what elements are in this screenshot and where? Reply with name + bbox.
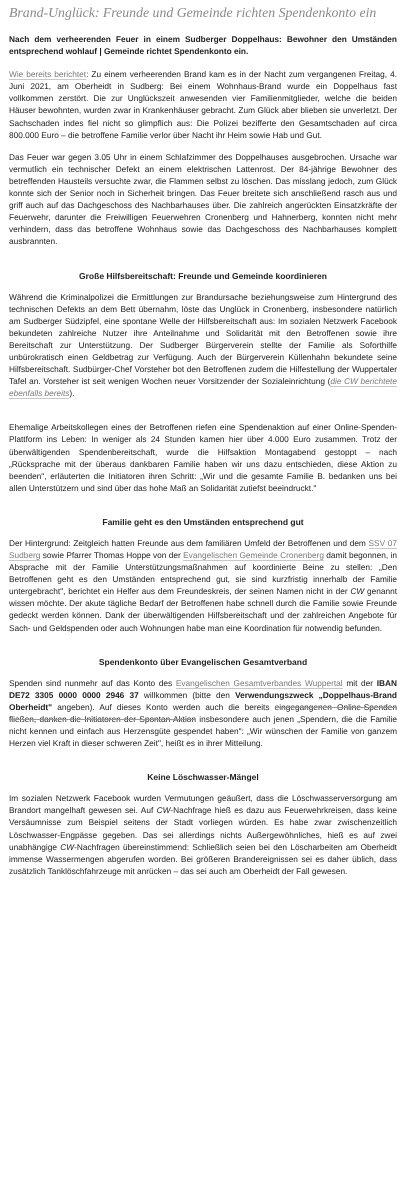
paragraph-5-text-3: damit begonnen, in Absprache mit der Familie Unterstützungsmaßnahmen auf koordinierte Beine zu stellen: „Den Betroffenen geht es den Umständen entsprechend gut, sie sind kurzfristig innerhalb der Familie untergebracht", berichtet ein Helfer aus dem Freundeskreis, der seinen Namen nicht in der bbox=[9, 550, 397, 597]
gesamtverband-link[interactable]: Evangelischen Gesamtverbandes Wuppertal bbox=[175, 677, 343, 688]
paragraph-7 bbox=[9, 792, 397, 877]
article-title: Brand-Unglück: Freunde und Gemeinde richten Spendenkonto ein bbox=[9, 5, 377, 20]
paragraph-5 bbox=[9, 537, 397, 634]
paragraph-3-end: ). bbox=[69, 388, 75, 399]
paragraph-6-text-2: mit der bbox=[342, 677, 377, 688]
iban-number: IBAN DE72 3305 0000 0000 2946 37 bbox=[9, 677, 398, 700]
struck-text: eingegangenen Online-Spenden fließen, danken die Initiatoren der Spontan-Aktion bbox=[9, 701, 397, 724]
paragraph-7-text-3: -Nachfragen übereinstimmend: Schließlich seien bei den Löscharbeiten am Oberheidt immense Wassermengen abgerufen worden. Bei größeren Brandereignissen sei es daher üblich, dass zusätzlich Tanklöschfahrzeuge mit anrücken – das sei auch am Oberheidt der Fall gewesen. bbox=[9, 841, 397, 876]
cw-mention: CW bbox=[350, 586, 365, 597]
previous-report-link[interactable]: Wie bereits berichtet bbox=[9, 69, 87, 80]
paragraph-1-text: : Zu einem verheerenden Brand kam es in der Nacht zum vergangenen Freitag, 4. Juni 2021, am Oberheidt in Sudberg: Bei einem Wohnhaus-Brand wurde ein Doppelhaus fast vollkommen zerstört. Die zur Unglückszeit anwesenden vier Familienmitglieder, welche die beiden Häuser bewohnten, wurden zwar in Krankenhäuser gebracht. Zum Glück aber blieben sie unverletzt. Der Sachschaden indes fiel nicht so glimpflich aus: Die Polizei bezifferte den Gesamtschaden auf circa 800.000 Euro – die betroffene Familie verlor über Nacht ihr Heim sowie Hab und Gut. bbox=[9, 69, 397, 140]
church-cronenberg-link[interactable]: Evangelischen Gemeinde Cronenberg bbox=[183, 550, 324, 560]
paragraph-7-text-2: -Nachfrage hieß es dazu aus Feuerwehrkreisen, dass keine Versäumnisse zum Beispiel seitens der Stadt vorliegen würden. Es habe zwar zwischenzeitlich Löschwasser-Engpässe gegeben. Das sei allerdings nichts Außergewöhnliches, hieß es auf zwei unabhängige bbox=[9, 805, 397, 852]
paragraph-5-text-2: sowie Pfarrer Thomas Hoppe von der bbox=[40, 550, 184, 560]
paragraph-6-text-5: insbesondere auch jenen „Spendern, die die Familie nicht kennen und einfach aus Herzensgüte gespendet haben": „Wir wünschen der Familie von ganzem Herzen viel Kraft in dieser schweren Zeit", heißt es in ihrer Mitteilung. bbox=[9, 713, 397, 749]
subheading-account: Spendenkonto über Evangelischen Gesamtverband bbox=[98, 656, 308, 667]
subheading-water: Keine Löschwasser-Mängel bbox=[147, 772, 259, 783]
cw-report-link[interactable]: die CW berichtete ebenfalls bereits bbox=[9, 376, 397, 399]
paragraph-3 bbox=[9, 291, 397, 400]
cw-mention-3: CW bbox=[60, 841, 75, 852]
paragraph-4: Ehemalige Arbeitskollegen eines der Betroffenen riefen eine Spendenaktion auf einer Online-Spenden-Plattform ins Leben: In weniger als 24 Stunden kamen hier über 4.000 Euro zusammen. Trotz der überwältigenden Spendenbereitschaft, wurde die Hilfsaktion Montagabend gestoppt – nach „Rücksprache mit der überaus dankbaren Familie haben wir uns dazu entschieden, diese Aktion zu beenden", erläuterten die Initiatoren ihren Schritt: „Wir und die gesamte Familie B. bedanken uns bei allen Unterstützern und sind über das hohe Maß an Solidarität zutiefst beeindruckt." bbox=[9, 422, 397, 493]
paragraph-5-text-4: genannt wissen möchte. Der akute tägliche Bedarf der Betroffenen habe schnell durch die Familie sowie Freunde gedeckt werden können. Dank der überwältigenden Hilfsbereitschaft und der zahlreichen Angebote für Sach- und Geldspenden oder auch Wohnungen habe man eine Koordination für notwendig befunden. bbox=[9, 586, 398, 633]
paragraph-1 bbox=[9, 68, 397, 141]
paragraph-7-text-1: Im sozialen Netzwerk Facebook wurden Vermutungen geäußert, dass die Löschwasserversorgung am Brandort mangelhaft gewesen sei. Auf bbox=[9, 793, 397, 816]
cw-mention-2: CW bbox=[156, 805, 171, 816]
paragraph-6-text-4: angeben). Auf dieses Konto werden auch die bereits bbox=[52, 701, 275, 712]
article-lead: Nach dem verheerenden Feuer in einem Sudberger Doppelhaus: Bewohner den Umständen entsprechend wohlauf | Gemeinde richtet Spendenkonto ein. bbox=[9, 34, 397, 57]
paragraph-6 bbox=[9, 677, 397, 750]
subheading-help: Große Hilfsbereitschaft: Freunde und Gemeinde koordinieren bbox=[79, 270, 327, 281]
paragraph-6-text-3: willkommen (bitte den bbox=[138, 689, 236, 700]
paragraph-6-text-1: Spenden sind nunmehr auf das Konto des bbox=[9, 677, 176, 688]
ssv-sudberg-link[interactable]: SSV 07 Sudberg bbox=[9, 537, 398, 560]
purpose-label: Verwendungszweck „Doppelhaus-Brand Oberheidt" bbox=[9, 689, 397, 712]
paragraph-3-text: Während die Kriminalpolizei die Ermittlungen zur Brandursache beziehungsweise zum Hintergrund des technischen Defekts an dem Bett übernahm, löste das Unglück in Cronenberg, insbesondere natürlich am Sudberger Südzipfel, eine spontane Welle der Hilfsbereitschaft aus: Im sozialen Netzwerk Facebook bekundeten zahlreiche Nutzer ihre Anteilnahme und Solidarität mit den Betroffenen sowie ihre Bereitschaft zur Unterstützung. Der Sudberger Bürgerverein stellte der Familie als Soforthilfe unbürokratisch einen Geldbetrag zur Verfügung. Auch der Bürgerverein Küllenhahn bekundete seine Hilfsbereitschaft. Sudbürger-Chef Vorsteher bot den Betroffenen zudem die Hilfestellung der Wuppertaler Tafel an. Vorsteher ist seit wenigen Wochen neuer Vorsitzender der Sozialeinrichtung ( bbox=[9, 291, 397, 387]
subheading-family: Familie geht es den Umständen entsprechend gut bbox=[102, 516, 304, 527]
paragraph-5-text-1: Der Hintergrund: Zeitgleich hatten Freunde aus dem familiären Umfeld der Betroffenen und dem bbox=[9, 537, 369, 548]
paragraph-2: Das Feuer war gegen 3.05 Uhr in einem Schlafzimmer des Doppelhauses ausgebrochen. Ursache war vermutlich ein technischer Defekt an einem elektrischen Lattenrost. Der 84-jährige Bewohner des betreffenden Hausteils versuchte zwar, die Flammen selbst zu löschen. Das misslang jedoch, zum Glück konnte sich der Senior noch in Sicherheit bringen. Das Feuer breitete sich anschließend rasch aus und griff auch auf das Dachgeschoss des Nachbarhauses über. Die zahlreich angerückten Einsatzkräfte der Feuerwehr, darunter die Freiwilligen Feuerwehren Cronenberg und Hahnerberg, konnten nicht mehr verhindern, dass das betroffene Wohnhaus sowie das Dachgeschoss des Nachbarhauses komplett ausbrannten. bbox=[9, 151, 397, 247]
